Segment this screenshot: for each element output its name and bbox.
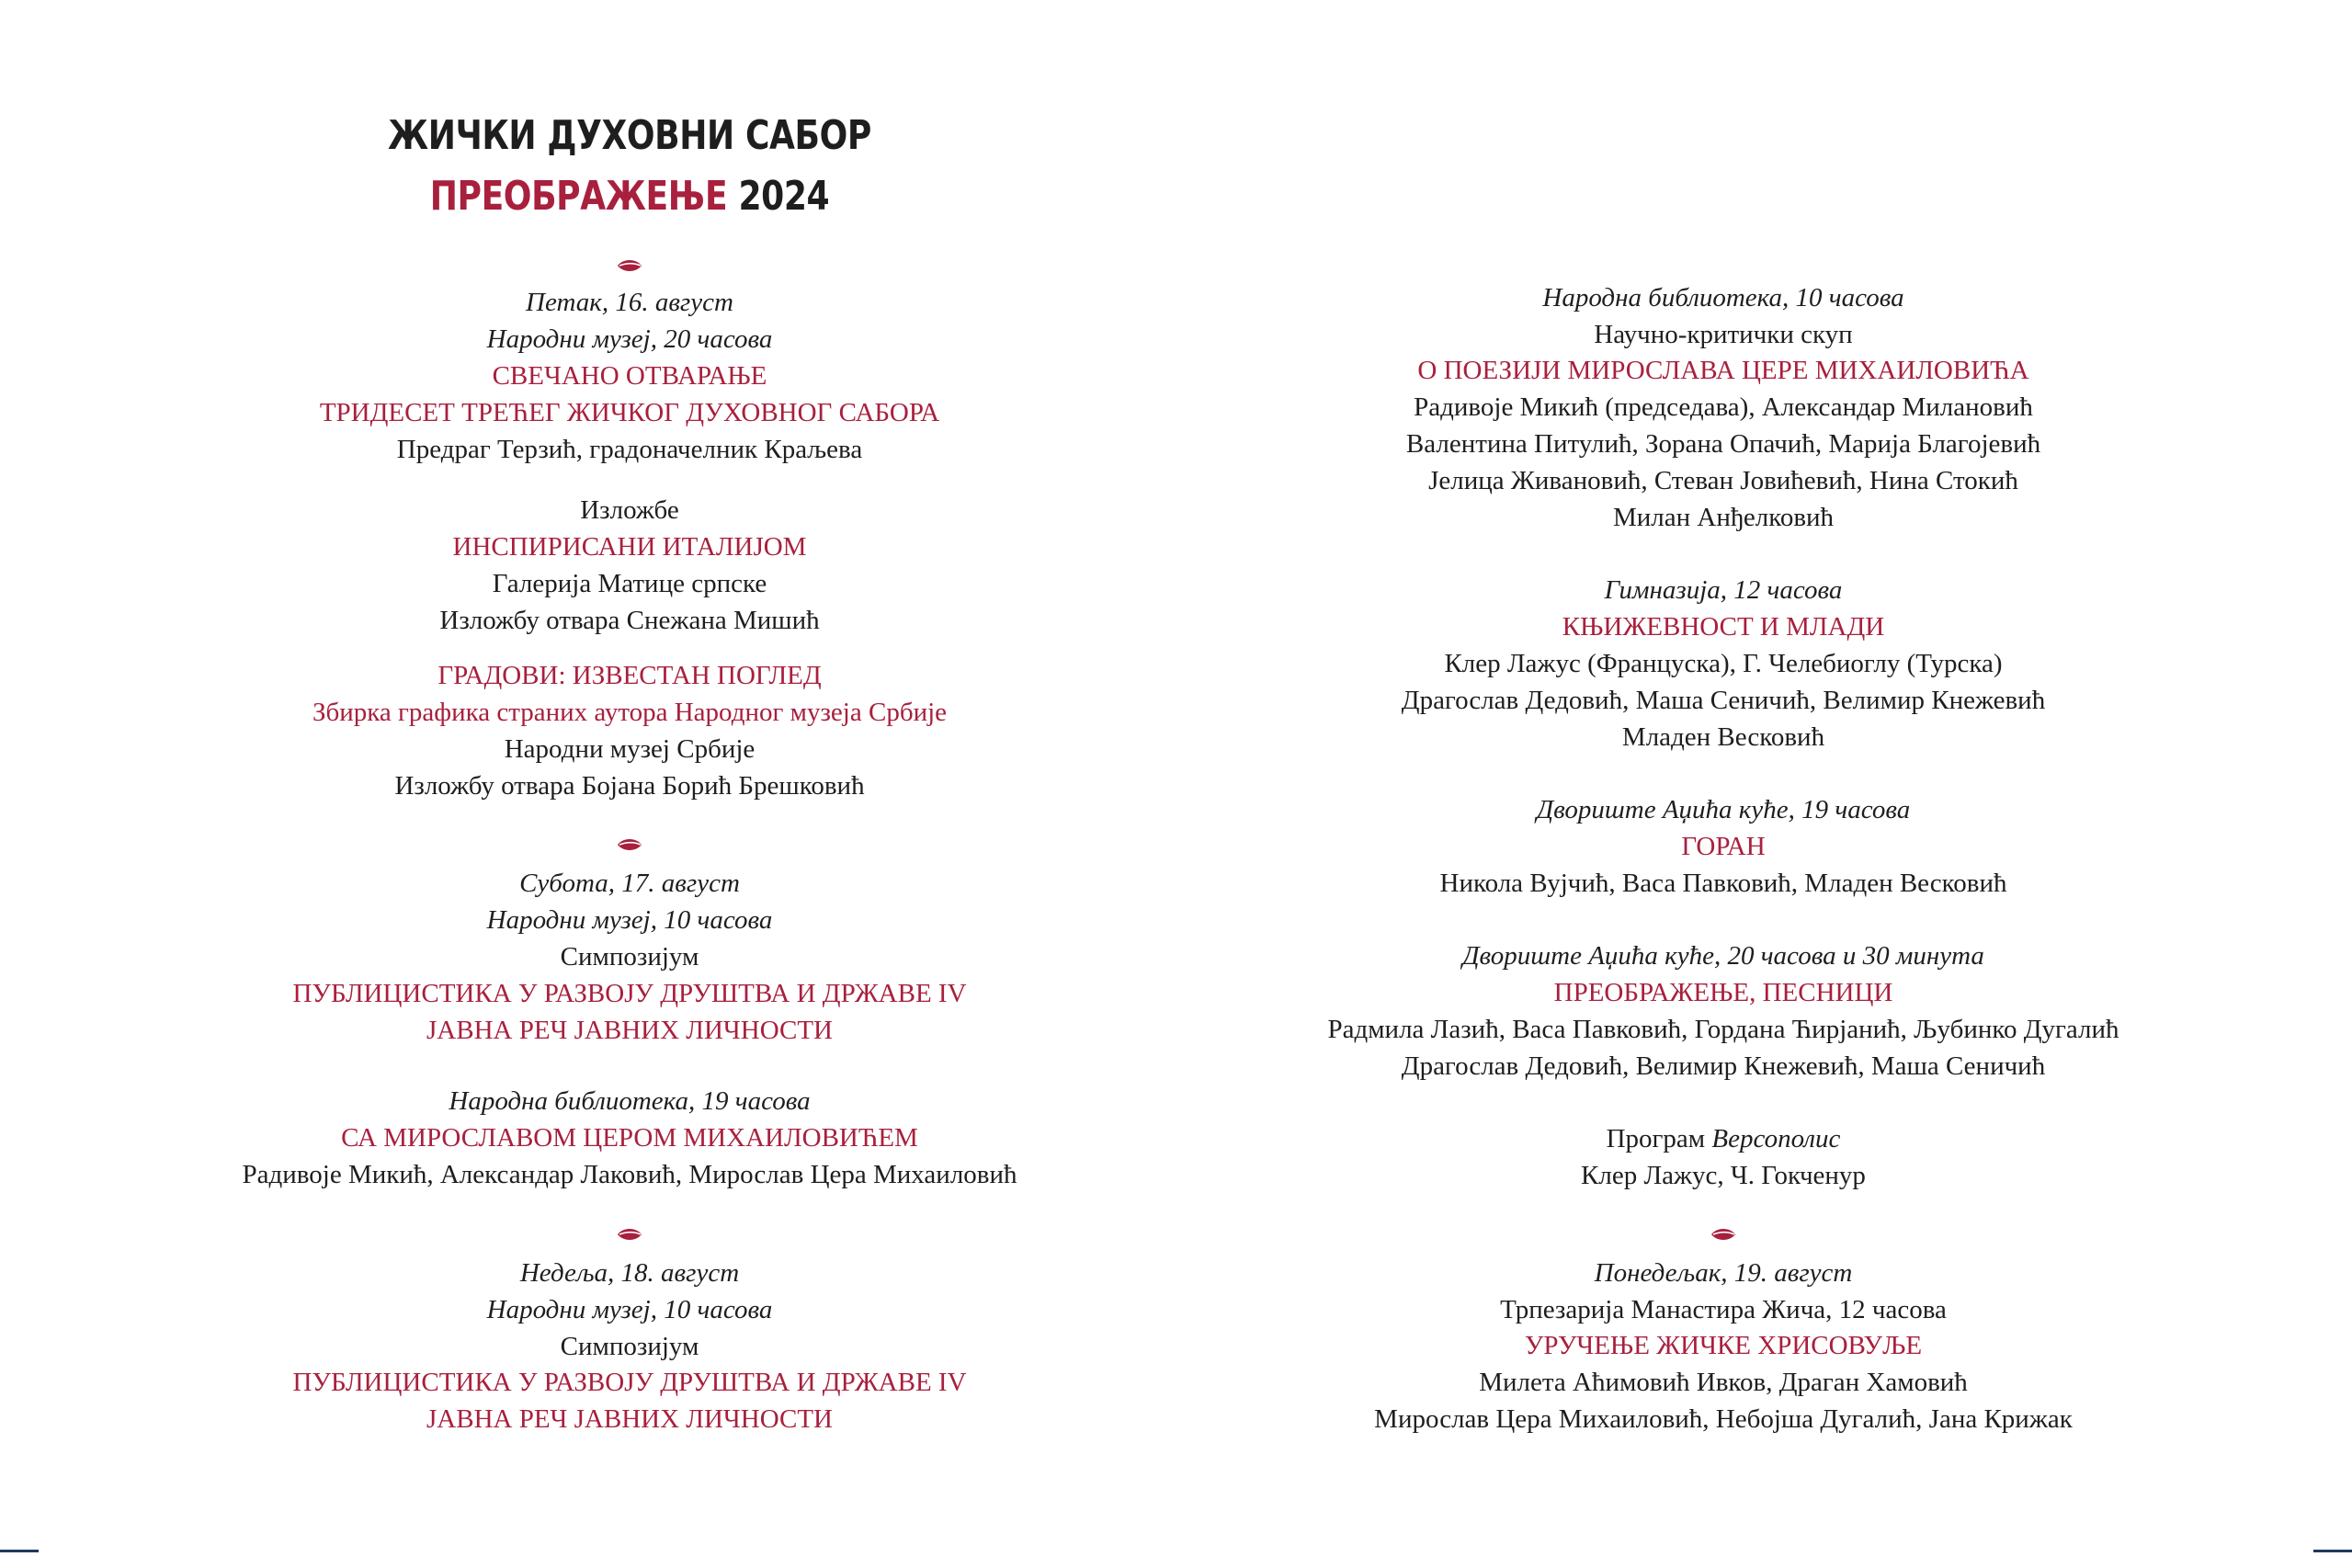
event-title: О ПОЕЗИЈИ МИРОСЛАВА ЦЕРЕ МИХАИЛОВИЋА	[1417, 356, 2029, 385]
event-venue: Народни музеј, 10 часова	[486, 905, 773, 935]
event-detail: Народни музеј Србије	[504, 734, 756, 764]
title-red-part: ПРЕОБРАЖЕЊЕ	[429, 173, 728, 220]
event-participants: Валентина Питулић, Зорана Опачић, Марија Благојевић	[1405, 429, 2041, 459]
leaf-ornament-icon	[1710, 1226, 1737, 1243]
event-title: СВЕЧАНО ОТВАРАЊЕ	[492, 361, 767, 391]
section-label: Изложбе	[580, 495, 679, 525]
event-date: Недеља, 18. август	[519, 1258, 740, 1288]
leaf-ornament-icon	[616, 257, 643, 274]
event-title: ЈАВНА РЕЧ ЈАВНИХ ЛИЧНОСТИ	[426, 1016, 833, 1045]
event-participants: Драгослав Дедовић, Маша Сеничић, Велимир Кнежевић	[1401, 686, 2046, 715]
event-title: ЈАВНА РЕЧ ЈАВНИХ ЛИЧНОСТИ	[426, 1404, 833, 1434]
event-title: УРУЧЕЊЕ ЖИЧКЕ ХРИСОВУЉЕ	[1524, 1331, 1923, 1360]
program-name: Версополис	[1711, 1124, 1841, 1153]
event-title: ГОРАН	[1681, 832, 1766, 861]
event-venue: Народни музеј, 20 часова	[486, 324, 773, 354]
page-edge-mark-left	[0, 1550, 39, 1552]
event-venue: Гимназија, 12 часова	[1604, 575, 1843, 605]
event-title: ПУБЛИЦИСТИКА У РАЗВОЈУ ДРУШТВА И ДРЖАВЕ IV	[292, 1368, 967, 1397]
page-title: ЖИЧКИ ДУХОВНИ САБОР	[388, 112, 871, 159]
event-title: ПУБЛИЦИСТИКА У РАЗВОЈУ ДРУШТВА И ДРЖАВЕ IV	[292, 979, 967, 1008]
event-title: ПРЕОБРАЖЕЊЕ, ПЕСНИЦИ	[1553, 978, 1893, 1007]
event-venue: Народни музеј, 10 часова	[486, 1295, 773, 1324]
event-date: Петак, 16. август	[526, 288, 733, 317]
event-title: СА МИРОСЛАВОМ ЦЕРОМ МИХАИЛОВИЋЕМ	[341, 1123, 918, 1153]
event-venue: Народна библиотека, 10 часова	[1542, 283, 1904, 312]
section-label: Научно-критички скуп	[1594, 320, 1853, 349]
event-participants: Радмила Лазић, Васа Павковић, Гордана Ћирјанић, Љубинко Дугалић	[1327, 1015, 2119, 1044]
event-venue: Двориште Аџића куће, 20 часова и 30 минута	[1462, 941, 1984, 971]
event-participants: Младен Весковић	[1621, 722, 1825, 752]
event-date: Понедељак, 19. август	[1594, 1258, 1853, 1288]
event-participants: Драгослав Дедовић, Велимир Кнежевић, Маша Сеничић	[1401, 1051, 2046, 1081]
event-title: КЊИЖЕВНОСТ И МЛАДИ	[1562, 612, 1885, 642]
event-detail: Галерија Матице српске	[492, 569, 767, 598]
program-line	[1176, 1120, 2270, 1157]
event-title: ГРАДОВИ: ИЗВЕСТАН ПОГЛЕД	[437, 661, 822, 690]
event-participants: Јелица Живановић, Стеван Јовићевић, Нина Стокић	[1428, 466, 2018, 495]
event-venue: Народна библиотека, 19 часова	[449, 1086, 811, 1116]
program-prefix: Програм	[1606, 1124, 1712, 1153]
title-year: 2024	[738, 173, 830, 220]
event-venue: Двориште Аџића куће, 19 часова	[1536, 795, 1911, 824]
event-participants: Клер Лажус, Ч. Гокченур	[1581, 1161, 1866, 1190]
event-subtitle: Збирка графика страних аутора Народног музеја Србије	[312, 698, 948, 727]
event-participants: Радивоје Микић (председава), Александар Милановић	[1414, 392, 2033, 422]
event-participants: Мирослав Цера Михаиловић, Небојша Дугалић, Јана Крижак	[1374, 1404, 2073, 1434]
event-participants: Изложбу отвара Бојана Борић Брешковић	[394, 771, 865, 801]
event-participants: Милан Анђелковић	[1612, 503, 1835, 532]
section-label: Симпозијум	[560, 942, 699, 971]
section-label: Симпозијум	[560, 1332, 699, 1361]
event-participants: Изложбу отвара Снежана Мишић	[439, 606, 820, 635]
event-participants: Радивоје Микић, Александар Лаковић, Мирослав Цера Михаиловић	[242, 1160, 1017, 1189]
page-subtitle	[113, 173, 1145, 220]
page-edge-mark-right	[2313, 1550, 2352, 1552]
event-venue: Трпезарија Манастира Жича, 12 часова	[1500, 1295, 1947, 1324]
event-participants: Клер Лажус (Француска), Г. Челебиоглу (Турска)	[1444, 649, 2003, 678]
event-date: Субота, 17. август	[519, 869, 740, 898]
event-title: ТРИДЕСЕТ ТРЕЋЕГ ЖИЧКОГ ДУХОВНОГ САБОРА	[319, 398, 940, 427]
leaf-ornament-icon	[616, 836, 643, 853]
leaf-ornament-icon	[616, 1226, 643, 1243]
event-participants: Никола Вујчић, Васа Павковић, Младен Весковић	[1439, 869, 2007, 898]
event-title: ИНСПИРИСАНИ ИТАЛИЈОМ	[452, 532, 807, 562]
event-participants: Предраг Терзић, градоначелник Краљева	[396, 435, 863, 464]
event-participants: Милета Аћимовић Ивков, Драган Хамовић	[1479, 1368, 1968, 1397]
